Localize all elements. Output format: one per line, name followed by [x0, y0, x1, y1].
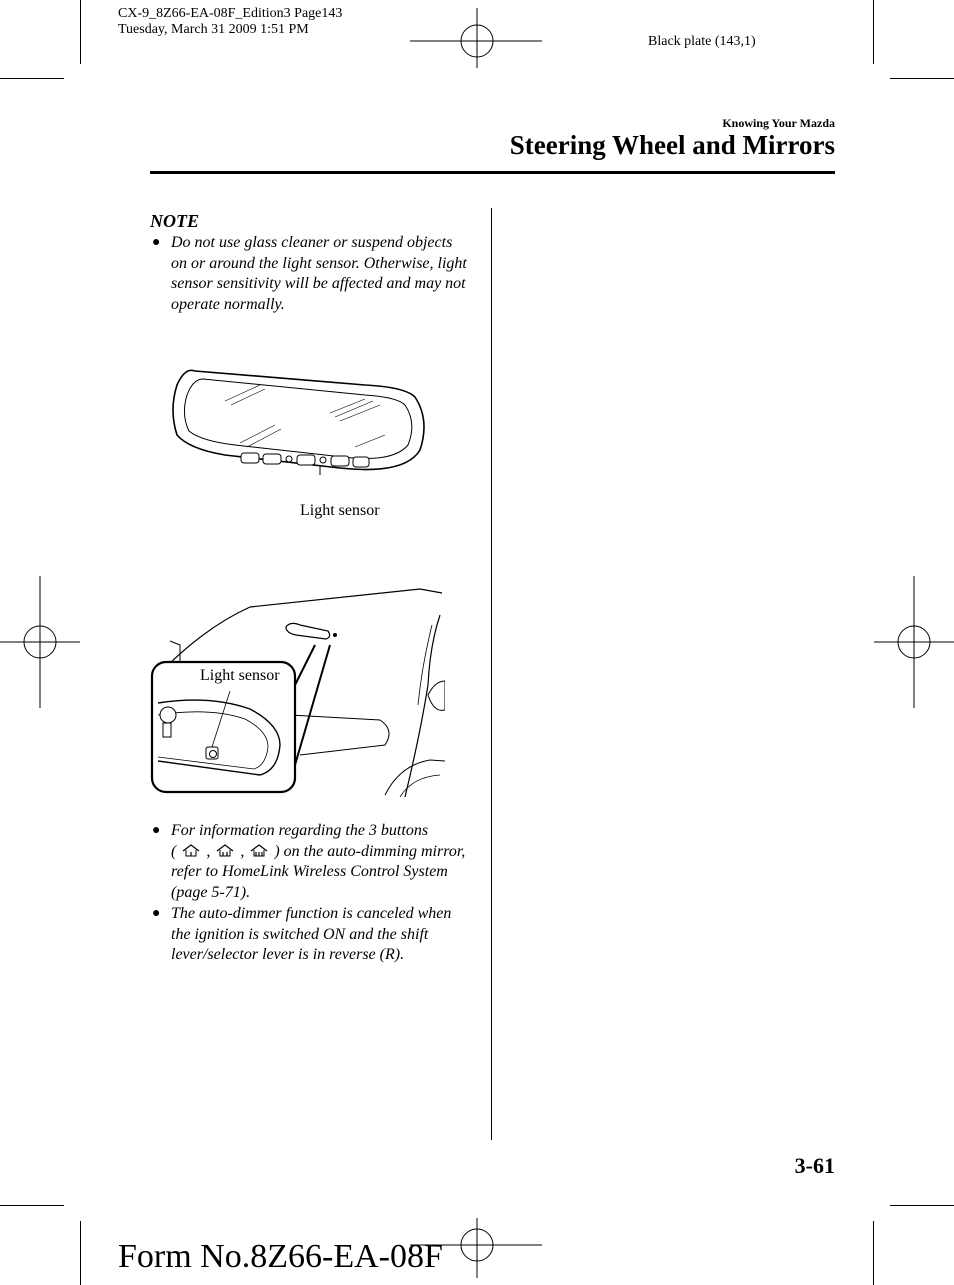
print-meta-line-2: Tuesday, March 31 2009 1:51 PM: [118, 22, 309, 37]
note-bullet-1-text: Do not use glass cleaner or suspend objects on or around the light sensor. Otherwise, light sensor sensitivity will be affected and may not operate normally.: [171, 234, 467, 313]
car-interior-illustration: [150, 585, 445, 797]
plate-label: Black plate (143,1): [648, 34, 756, 49]
auto-dimming-mirror-illustration: [165, 365, 430, 475]
crop-mark: [80, 0, 81, 64]
page-number: 3-61: [794, 1153, 835, 1178]
note-bullet-2-comma-1: ,: [206, 842, 211, 860]
note-bullet-3: [150, 904, 470, 966]
homelink-button-1-icon: [180, 843, 202, 858]
column-divider: [491, 208, 492, 1140]
registration-mark-icon: [410, 8, 542, 68]
note-bullet-3-text: The auto-dimmer function is canceled when the ignition is switched ON and the shift lever/selector lever is in reverse (R).: [171, 905, 452, 963]
crop-mark: [890, 78, 954, 79]
crop-mark: [890, 1205, 954, 1206]
homelink-button-3-icon: [248, 843, 270, 858]
car-light-sensor-label: Light sensor: [200, 667, 280, 684]
crop-mark: [873, 0, 874, 64]
print-meta-line-1: CX-9_8Z66-EA-08F_Edition3 Page143: [118, 6, 343, 21]
crop-mark: [0, 78, 64, 79]
note-bullet-1: [150, 233, 470, 315]
bullet-dot: ●: [152, 823, 161, 838]
note-heading: NOTE: [150, 211, 199, 231]
bullet-dot: ●: [152, 906, 161, 921]
crop-mark: [80, 1221, 81, 1285]
note-bullet-2-open: (: [171, 842, 177, 860]
note-bullet-2: [150, 821, 470, 903]
note-bullet-2-comma-2: ,: [240, 842, 245, 860]
page-title: Steering Wheel and Mirrors: [509, 130, 835, 160]
homelink-button-2-icon: [214, 843, 236, 858]
note-bullet-2-post: ) on the auto-dimming mirror, refer to HomeLink Wireless Control System (page 5-71).: [171, 842, 466, 901]
print-metadata: [118, 6, 342, 38]
bullet-dot: ●: [152, 235, 161, 250]
form-number: Form No.8Z66-EA-08F: [118, 1238, 443, 1275]
note-bullet-2-pre: For information regarding the 3 buttons: [171, 822, 429, 839]
title-rule: [150, 171, 835, 174]
registration-mark-icon: [874, 576, 954, 708]
crop-mark: [0, 1205, 64, 1206]
note-bullet-2-text: [171, 821, 470, 903]
registration-mark-icon: [0, 576, 80, 708]
crop-mark: [873, 1221, 874, 1285]
section-label: Knowing Your Mazda: [722, 116, 835, 130]
mirror-light-sensor-label: Light sensor: [300, 502, 380, 519]
